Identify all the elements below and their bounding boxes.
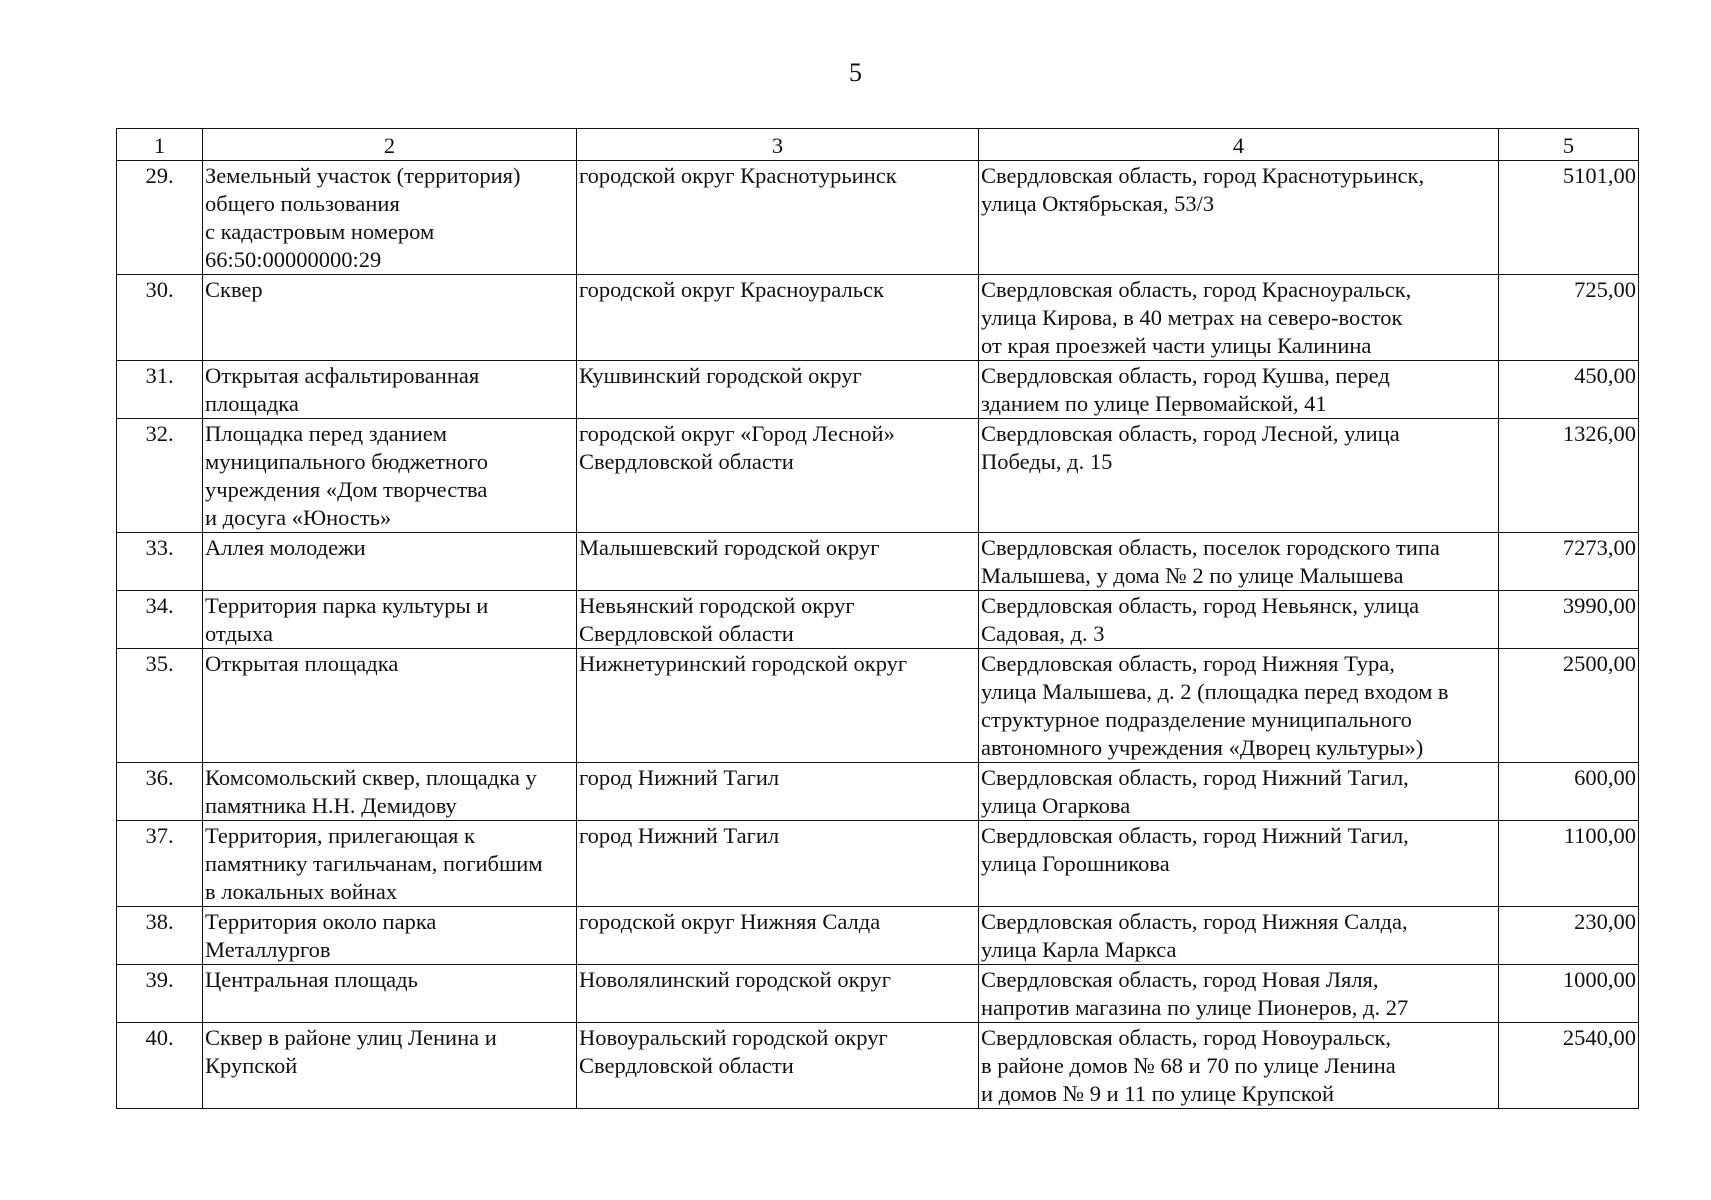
row-number: 36. [117,763,203,821]
municipality-name [577,361,979,419]
municipality-name-line: городской округ «Город Лесной» [579,421,895,446]
municipality-name [577,275,979,361]
object-address-line: Свердловская область, город Кушва, перед [981,363,1390,388]
row-number: 39. [117,965,203,1023]
object-name-line: в локальных войнах [205,879,398,904]
object-name-line: памятнику тагильчанам, погибшим [205,851,543,876]
object-address-line: улица Карла Маркса [981,937,1177,962]
object-address [979,591,1499,649]
object-name-line: отдыха [205,621,273,646]
table-row [117,907,1639,965]
object-area: 2500,00 [1499,649,1639,763]
object-name-line: Аллея молодежи [205,535,366,560]
object-name [203,649,577,763]
object-name [203,821,577,907]
municipality-name-line: Свердловской области [579,449,794,474]
object-name-line: Сквер в районе улиц Ленина и [205,1025,497,1050]
object-address-line: Свердловская область, город Нижняя Тура, [981,651,1395,676]
object-area: 7273,00 [1499,533,1639,591]
header-col-3: 3 [577,129,979,161]
page-number: 5 [849,58,862,87]
object-name-line: Центральная площадь [205,967,418,992]
object-name [203,275,577,361]
object-address [979,763,1499,821]
object-name [203,965,577,1023]
row-number: 31. [117,361,203,419]
object-address [979,533,1499,591]
header-col-4: 4 [979,129,1499,161]
row-number: 40. [117,1023,203,1109]
object-address [979,965,1499,1023]
object-area: 3990,00 [1499,591,1639,649]
object-address-line: Свердловская область, город Красноуральск, [981,277,1412,302]
object-address-line: Свердловская область, город Лесной, улица [981,421,1400,446]
object-address-line: улица Кирова, в 40 метрах на северо-восток [981,305,1403,330]
municipality-name [577,649,979,763]
object-address [979,161,1499,275]
object-name-line: Открытая площадка [205,651,399,676]
object-address [979,419,1499,533]
table-row [117,275,1639,361]
object-address-line: от края проезжей части улицы Калинина [981,333,1372,358]
object-address-line: Малышева, у дома № 2 по улице Малышева [981,563,1404,588]
municipality-name [577,161,979,275]
object-name-line: памятника Н.Н. Демидову [205,793,457,818]
object-area: 1100,00 [1499,821,1639,907]
object-address [979,821,1499,907]
row-number: 38. [117,907,203,965]
municipality-name [577,591,979,649]
row-number: 30. [117,275,203,361]
table-row [117,965,1639,1023]
object-name [203,907,577,965]
table-row [117,763,1639,821]
municipality-name [577,1023,979,1109]
object-address-line: напротив магазина по улице Пионеров, д. 27 [981,995,1409,1020]
header-col-5: 5 [1499,129,1639,161]
object-name-line: Комсомольский сквер, площадка у [205,765,537,790]
object-address-line: Свердловская область, город Невьянск, улица [981,593,1420,618]
object-area: 725,00 [1499,275,1639,361]
table-row [117,591,1639,649]
object-address [979,907,1499,965]
object-name [203,161,577,275]
table-body [117,161,1639,1109]
object-address-line: Победы, д. 15 [981,449,1113,474]
object-name-line: Сквер [205,277,263,302]
municipality-name-line: городской округ Краснотурьинск [579,163,897,188]
header-row [117,129,1639,161]
object-name-line: Металлургов [205,937,331,962]
municipality-name-line: город Нижний Тагил [579,765,780,790]
municipality-name-line: Невьянский городской округ [579,593,855,618]
object-name [203,591,577,649]
object-area: 1000,00 [1499,965,1639,1023]
municipality-name-line: городской округ Красноуральск [579,277,884,302]
municipality-name-line: город Нижний Тагил [579,823,780,848]
object-name-line: Открытая асфальтированная [205,363,480,388]
table-row [117,1023,1639,1109]
row-number: 33. [117,533,203,591]
header-col-1: 1 [117,129,203,161]
object-name-line: Крупской [205,1053,298,1078]
object-name-line: Территория около парка [205,909,437,934]
object-name-line: учреждения «Дом творчества [205,477,488,502]
header-col-2: 2 [203,129,577,161]
object-address-line: улица Малышева, д. 2 (площадка перед входом в [981,679,1449,704]
object-area: 2540,00 [1499,1023,1639,1109]
object-address-line: в районе домов № 68 и 70 по улице Ленина [981,1053,1396,1078]
table-row [117,161,1639,275]
municipality-name-line: Малышевский городской округ [579,535,880,560]
object-address-line: Свердловская область, город Новоуральск, [981,1025,1391,1050]
territory-table [116,128,1639,1109]
object-area: 600,00 [1499,763,1639,821]
object-address-line: улица Горошникова [981,851,1170,876]
object-address-line: Садовая, д. 3 [981,621,1105,646]
object-address-line: зданием по улице Первомайской, 41 [981,391,1327,416]
municipality-name-line: Нижнетуринский городской округ [579,651,908,676]
object-address [979,361,1499,419]
object-address [979,649,1499,763]
table-row [117,649,1639,763]
municipality-name [577,907,979,965]
object-address-line: Свердловская область, город Нижний Тагил, [981,823,1409,848]
object-name-line: Территория, прилегающая к [205,823,475,848]
municipality-name-line: Свердловской области [579,621,794,646]
object-area: 5101,00 [1499,161,1639,275]
municipality-name [577,419,979,533]
object-address-line: структурное подразделение муниципального [981,707,1412,732]
municipality-name-line: Кушвинский городской округ [579,363,862,388]
object-address-line: улица Огаркова [981,793,1131,818]
object-address-line: автономного учреждения «Дворец культуры») [981,735,1424,760]
municipality-name [577,965,979,1023]
table-row [117,821,1639,907]
object-address-line: Свердловская область, поселок городского типа [981,535,1440,560]
object-name-line: 66:50:00000000:29 [205,247,382,272]
object-address [979,1023,1499,1109]
table-row [117,419,1639,533]
object-area: 1326,00 [1499,419,1639,533]
row-number: 29. [117,161,203,275]
object-name-line: Площадка перед зданием [205,421,447,446]
row-number: 32. [117,419,203,533]
municipality-name [577,533,979,591]
municipality-name-line: Новолялинский городской округ [579,967,891,992]
municipality-name-line: Новоуральский городской округ [579,1025,888,1050]
object-address-line: Свердловская область, город Нижний Тагил, [981,765,1409,790]
row-number: 34. [117,591,203,649]
object-name-line: Территория парка культуры и [205,593,489,618]
object-name [203,361,577,419]
object-name-line: площадка [205,391,299,416]
table-row [117,361,1639,419]
object-address-line: Свердловская область, город Нижняя Салда, [981,909,1408,934]
object-name-line: муниципального бюджетного [205,449,489,474]
object-address-line: Свердловская область, город Новая Ляля, [981,967,1379,992]
municipality-name-line: городской округ Нижняя Салда [579,909,881,934]
municipality-name [577,763,979,821]
object-name [203,763,577,821]
object-name-line: Земельный участок (территория) [205,163,521,188]
object-address-line: Свердловская область, город Краснотурьинск, [981,163,1425,188]
object-name [203,419,577,533]
object-name-line: общего пользования [205,191,400,216]
object-address-line: улица Октябрьская, 53/3 [981,191,1215,216]
municipality-name [577,821,979,907]
object-area: 230,00 [1499,907,1639,965]
object-name [203,1023,577,1109]
municipality-name-line: Свердловской области [579,1053,794,1078]
object-name-line: и досуга «Юность» [205,505,392,530]
table-row [117,533,1639,591]
object-area: 450,00 [1499,361,1639,419]
row-number: 35. [117,649,203,763]
object-address-line: и домов № 9 и 11 по улице Крупской [981,1081,1335,1106]
row-number: 37. [117,821,203,907]
object-name-line: с кадастровым номером [205,219,435,244]
object-address [979,275,1499,361]
object-name [203,533,577,591]
